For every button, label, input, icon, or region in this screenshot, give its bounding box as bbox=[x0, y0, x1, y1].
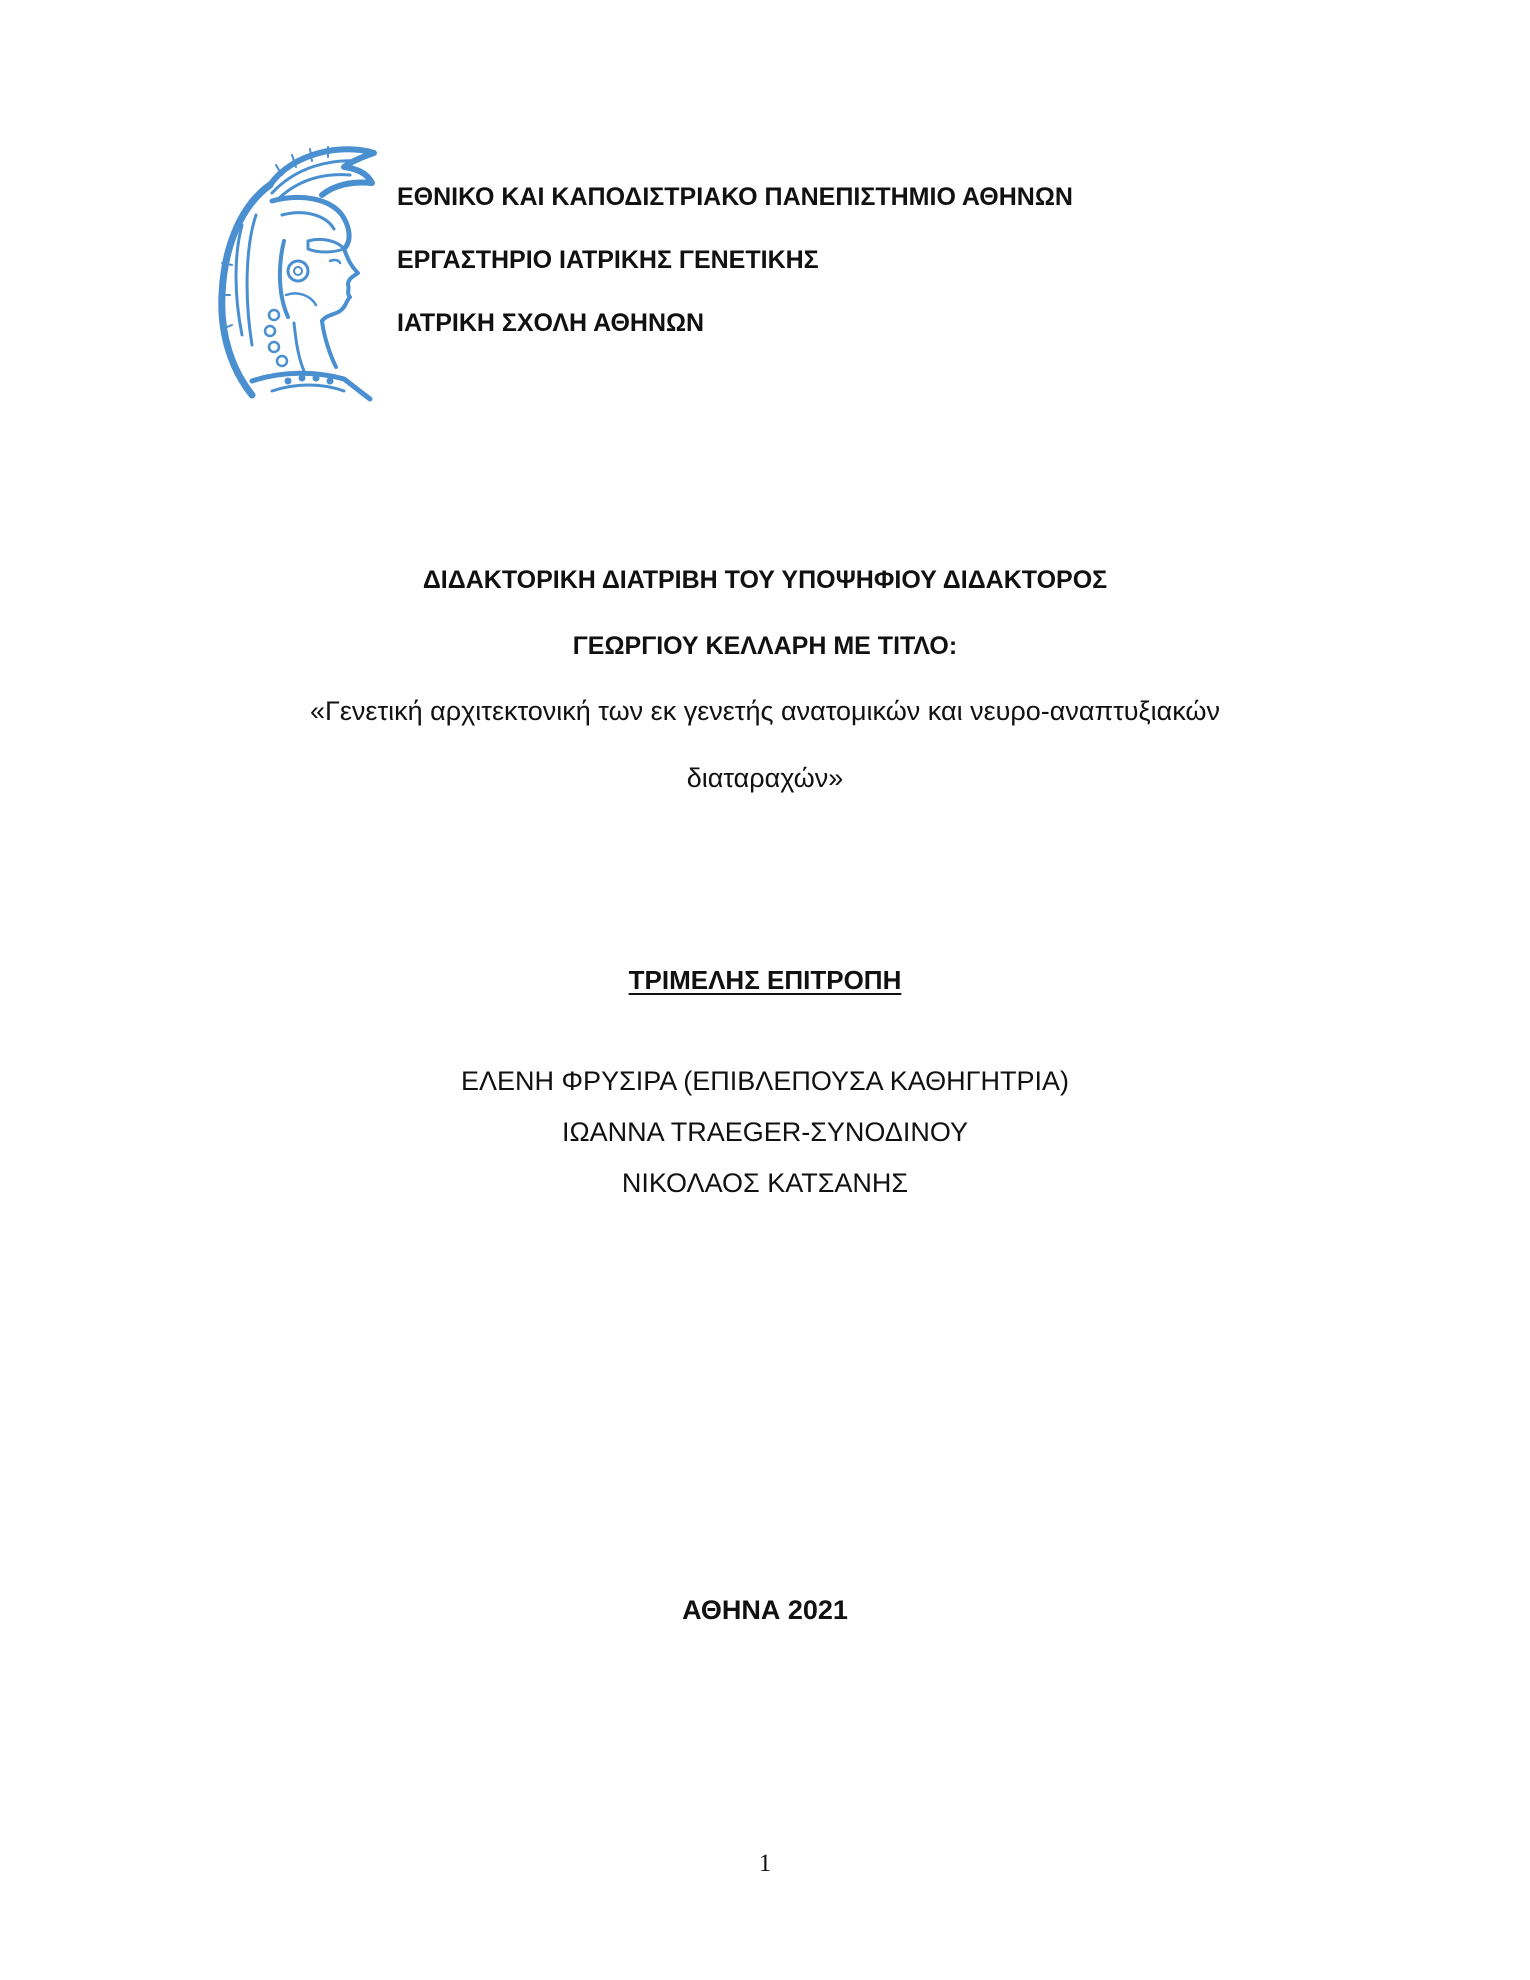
page-number: 1 bbox=[758, 1850, 772, 1877]
thesis-title-line-2: διαταραχών» bbox=[686, 763, 844, 793]
thesis-heading-line-2: ΓΕΩΡΓΙΟΥ ΚΕΛΛΑΡΗ ΜΕ ΤΙΤΛΟ: bbox=[572, 632, 958, 660]
thesis-title-line-1: «Γενετική αρχιτεκτονική των εκ γενετής ανατομικών και νευρο-αναπτυξιακών bbox=[310, 696, 1220, 726]
thesis-heading-line-1: ΔΙΔΑΚΤΟΡΙΚΗ ΔΙΑΤΡΙΒΗ ΤΟΥ ΥΠΟΨΗΦΙΟΥ ΔΙΔΑΚΤΟΡΟΣ bbox=[422, 566, 1108, 594]
university-name: ΕΘΝΙΚΟ ΚΑΙ ΚΑΠΟΔΙΣΤΡΙΑΚΟ ΠΑΝΕΠΙΣΤΗΜΙΟ ΑΘΗΝΩΝ bbox=[397, 183, 1073, 211]
athena-head-icon bbox=[212, 145, 380, 403]
school-name: ΙΑΤΡΙΚΗ ΣΧΟΛΗ ΑΘΗΝΩΝ bbox=[397, 309, 705, 337]
place-year: ΑΘΗΝΑ 2021 bbox=[682, 1595, 848, 1625]
committee-heading: ΤΡΙΜΕΛΗΣ ΕΠΙΤΡΟΠΗ bbox=[628, 965, 902, 995]
committee-member: ΕΛΕΝΗ ΦΡΥΣΙΡΑ (ΕΠΙΒΛΕΠΟΥΣΑ ΚΑΘΗΓΗΤΡΙΑ) bbox=[460, 1066, 1070, 1096]
laboratory-name: ΕΡΓΑΣΤΗΡΙΟ ΙΑΤΡΙΚΗΣ ΓΕΝΕΤΙΚΗΣ bbox=[397, 246, 819, 274]
committee-member: ΝΙΚΟΛΑΟΣ ΚΑΤΣΑΝΗΣ bbox=[621, 1168, 909, 1198]
committee-member: ΙΩΑΝΝΑ TRAEGER-ΣΥΝΟΔΙΝΟΥ bbox=[561, 1117, 969, 1147]
